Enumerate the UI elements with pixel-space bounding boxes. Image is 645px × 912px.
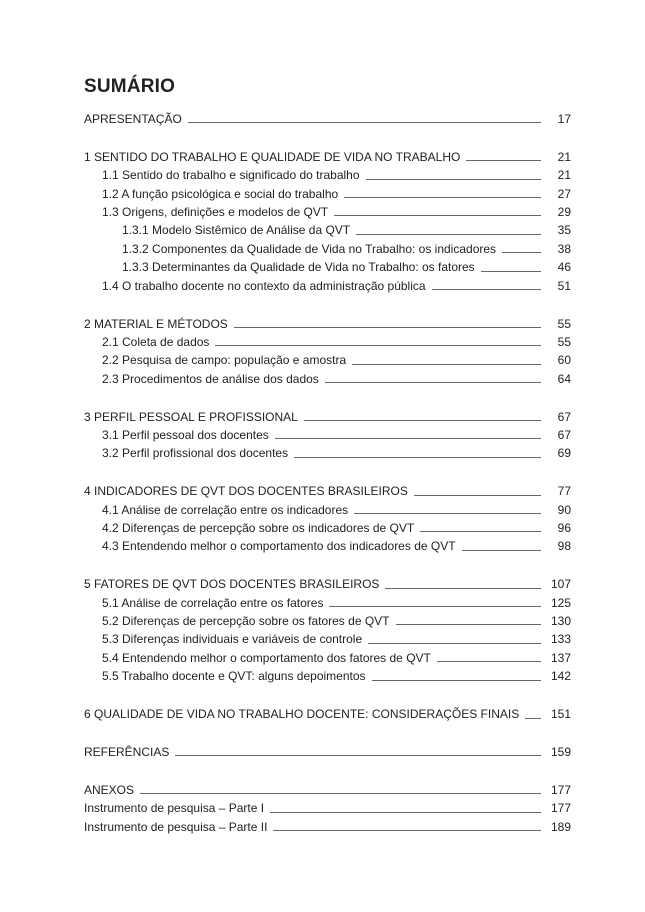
toc-leader-line bbox=[356, 234, 541, 235]
toc-entry-title: 4.3 Entendendo melhor o comportamento dos indicadores de QVT bbox=[102, 539, 456, 554]
toc-page-number: 35 bbox=[557, 223, 571, 238]
toc-entry-title: 3 PERFIL PESSOAL E PROFISSIONAL bbox=[84, 409, 298, 424]
toc-page-number: 67 bbox=[557, 409, 571, 424]
toc-entry-title: 2 MATERIAL E MÉTODOS bbox=[84, 316, 228, 331]
toc-leader-line bbox=[294, 457, 541, 458]
toc-entry[interactable] bbox=[84, 221, 571, 239]
toc-section bbox=[84, 781, 571, 836]
toc-entry[interactable] bbox=[84, 575, 571, 593]
toc-entry[interactable] bbox=[84, 408, 571, 426]
toc-entry-title: 1.3.3 Determinantes da Qualidade de Vida no Trabalho: os fatores bbox=[122, 260, 475, 275]
toc-page-number: 21 bbox=[557, 149, 571, 164]
toc-entry-title: 1.3.2 Componentes da Qualidade de Vida no Trabalho: os indicadores bbox=[122, 241, 497, 256]
toc-page-number: 60 bbox=[557, 353, 571, 368]
toc-entry[interactable] bbox=[84, 501, 571, 519]
toc-entry-title: 1.1 Sentido do trabalho e significado do trabalho bbox=[102, 168, 360, 183]
toc-leader-line bbox=[466, 160, 541, 161]
toc-section bbox=[84, 575, 571, 685]
toc-entry-title: 1 SENTIDO DO TRABALHO E QUALIDADE DE VIDA NO TRABALHO bbox=[84, 149, 461, 164]
toc-page-number: 38 bbox=[557, 241, 571, 256]
toc-entry-title: 5.3 Diferenças individuais e variáveis de controle bbox=[102, 632, 363, 647]
toc-page-number: 90 bbox=[557, 502, 571, 517]
toc-page-number: 151 bbox=[550, 707, 571, 722]
toc-page-number: 77 bbox=[557, 484, 571, 499]
toc-entry[interactable] bbox=[84, 482, 571, 500]
toc-leader-line bbox=[215, 345, 541, 346]
toc-page-number: 64 bbox=[557, 371, 571, 386]
toc-leader-line bbox=[344, 197, 541, 198]
toc-entry-title: 4.2 Diferenças de percepção sobre os indicadores de QVT bbox=[102, 521, 415, 536]
toc-entry[interactable] bbox=[84, 705, 571, 723]
toc-section bbox=[84, 743, 571, 761]
toc-page-number: 130 bbox=[550, 614, 571, 629]
toc-section bbox=[84, 482, 571, 556]
toc-entry-title: 3.2 Perfil profissional dos docentes bbox=[102, 446, 289, 461]
toc-page-number: 27 bbox=[557, 186, 571, 201]
toc-entry-title: 5 FATORES DE QVT DOS DOCENTES BRASILEIROS bbox=[84, 577, 380, 592]
toc-entry[interactable] bbox=[84, 333, 571, 351]
toc-leader-line bbox=[502, 252, 541, 253]
toc-entry-title: REFERÊNCIAS bbox=[84, 745, 170, 760]
toc-leader-line bbox=[368, 643, 541, 644]
toc-entry[interactable] bbox=[84, 612, 571, 630]
toc-entry[interactable] bbox=[84, 743, 571, 761]
toc-page-number: 96 bbox=[557, 521, 571, 536]
toc-page-number: 142 bbox=[550, 669, 571, 684]
toc-entry[interactable] bbox=[84, 444, 571, 462]
toc-entry-title: 2.3 Procedimentos de análise dos dados bbox=[102, 371, 319, 386]
toc-page-number: 189 bbox=[550, 819, 571, 834]
toc-leader-line bbox=[462, 550, 541, 551]
toc-page-number: 133 bbox=[550, 632, 571, 647]
toc-entry-title: 1.2 A função psicológica e social do trabalho bbox=[102, 186, 339, 201]
toc-entry[interactable] bbox=[84, 110, 571, 128]
toc-entry-title: 5.2 Diferenças de percepção sobre os fatores de QVT bbox=[102, 614, 390, 629]
toc-leader-line bbox=[481, 271, 541, 272]
toc-leader-line bbox=[414, 495, 541, 496]
toc-leader-line bbox=[275, 438, 541, 439]
toc-page-number: 177 bbox=[550, 801, 571, 816]
toc-entry[interactable] bbox=[84, 781, 571, 799]
toc-page-number: 55 bbox=[557, 316, 571, 331]
toc-page-number: 159 bbox=[550, 745, 571, 760]
toc-entry[interactable] bbox=[84, 277, 571, 295]
toc-leader-line bbox=[366, 179, 541, 180]
toc-page-number: 21 bbox=[557, 168, 571, 183]
toc-section bbox=[84, 408, 571, 463]
page-title: SUMÁRIO bbox=[84, 76, 176, 97]
toc-entry[interactable] bbox=[84, 537, 571, 555]
toc-leader-line bbox=[329, 606, 541, 607]
toc-entry-title: Instrumento de pesquisa – Parte I bbox=[84, 801, 265, 816]
toc-entry[interactable] bbox=[84, 370, 571, 388]
toc-leader-line bbox=[385, 588, 541, 589]
toc-leader-line bbox=[432, 289, 541, 290]
toc-page-number: 51 bbox=[557, 278, 571, 293]
toc-entry[interactable] bbox=[84, 203, 571, 221]
toc-page-number: 55 bbox=[557, 334, 571, 349]
toc-page-number: 177 bbox=[550, 782, 571, 797]
toc-entry-title: 2.1 Coleta de dados bbox=[102, 334, 210, 349]
toc-entry[interactable] bbox=[84, 240, 571, 258]
toc-entry[interactable] bbox=[84, 667, 571, 685]
toc-leader-line bbox=[420, 531, 541, 532]
toc-entry[interactable] bbox=[84, 166, 571, 184]
toc-entry[interactable] bbox=[84, 148, 571, 166]
toc-entry-title: 4 INDICADORES DE QVT DOS DOCENTES BRASILEIROS bbox=[84, 484, 408, 499]
toc-page-number: 98 bbox=[557, 539, 571, 554]
toc-page-number: 17 bbox=[557, 111, 571, 126]
toc-entry-title: 6 QUALIDADE DE VIDA NO TRABALHO DOCENTE: CONSIDERAÇÕES FINAIS bbox=[84, 707, 520, 722]
toc-section bbox=[84, 705, 571, 723]
toc-entry-title: 5.1 Análise de correlação entre os fatores bbox=[102, 595, 324, 610]
toc-entry[interactable] bbox=[84, 630, 571, 648]
toc-entry-title: 3.1 Perfil pessoal dos docentes bbox=[102, 427, 269, 442]
toc-entry[interactable] bbox=[84, 519, 571, 537]
toc-entry[interactable] bbox=[84, 594, 571, 612]
toc-leader-line bbox=[234, 327, 541, 328]
toc-leader-line bbox=[354, 513, 541, 514]
toc-entry-title: Instrumento de pesquisa – Parte II bbox=[84, 819, 268, 834]
toc-entry-title: 2.2 Pesquisa de campo: população e amostra bbox=[102, 353, 347, 368]
toc-page-number: 67 bbox=[557, 427, 571, 442]
toc-entry[interactable] bbox=[84, 799, 571, 817]
toc-leader-line bbox=[188, 122, 541, 123]
toc-page-number: 29 bbox=[557, 205, 571, 220]
table-of-contents bbox=[84, 110, 571, 856]
toc-entry-title: 1.3 Origens, definições e modelos de QVT bbox=[102, 205, 329, 220]
toc-entry-title: ANEXOS bbox=[84, 782, 135, 797]
toc-leader-line bbox=[334, 215, 541, 216]
toc-page-number: 137 bbox=[550, 650, 571, 665]
toc-leader-line bbox=[273, 830, 541, 831]
toc-leader-line bbox=[270, 812, 541, 813]
toc-page-number: 107 bbox=[550, 577, 571, 592]
toc-page-number: 46 bbox=[557, 260, 571, 275]
toc-entry[interactable] bbox=[84, 426, 571, 444]
toc-entry[interactable] bbox=[84, 351, 571, 369]
toc-section bbox=[84, 110, 571, 128]
toc-entry-title: 4.1 Análise de correlação entre os indicadores bbox=[102, 502, 349, 517]
toc-leader-line bbox=[437, 661, 541, 662]
toc-entry-title: 5.4 Entendendo melhor o comportamento dos fatores de QVT bbox=[102, 650, 431, 665]
toc-entry-title: 5.5 Trabalho docente e QVT: alguns depoimentos bbox=[102, 669, 366, 684]
toc-entry[interactable] bbox=[84, 818, 571, 836]
toc-page-number: 69 bbox=[557, 446, 571, 461]
toc-section bbox=[84, 148, 571, 295]
toc-leader-line bbox=[325, 382, 541, 383]
toc-entry[interactable] bbox=[84, 258, 571, 276]
toc-entry-title: 1.4 O trabalho docente no contexto da administração pública bbox=[102, 278, 426, 293]
toc-leader-line bbox=[304, 420, 541, 421]
toc-entry[interactable] bbox=[84, 649, 571, 667]
toc-entry-title: 1.3.1 Modelo Sistêmico de Análise da QVT bbox=[122, 223, 351, 238]
toc-leader-line bbox=[396, 624, 542, 625]
toc-entry-title: APRESENTAÇÃO bbox=[84, 111, 182, 126]
toc-leader-line bbox=[352, 364, 541, 365]
toc-leader-line bbox=[525, 718, 541, 719]
toc-entry[interactable] bbox=[84, 185, 571, 203]
toc-section bbox=[84, 315, 571, 389]
toc-entry[interactable] bbox=[84, 315, 571, 333]
toc-page-number: 125 bbox=[550, 595, 571, 610]
toc-leader-line bbox=[372, 680, 541, 681]
toc-leader-line bbox=[175, 755, 541, 756]
toc-leader-line bbox=[140, 793, 541, 794]
